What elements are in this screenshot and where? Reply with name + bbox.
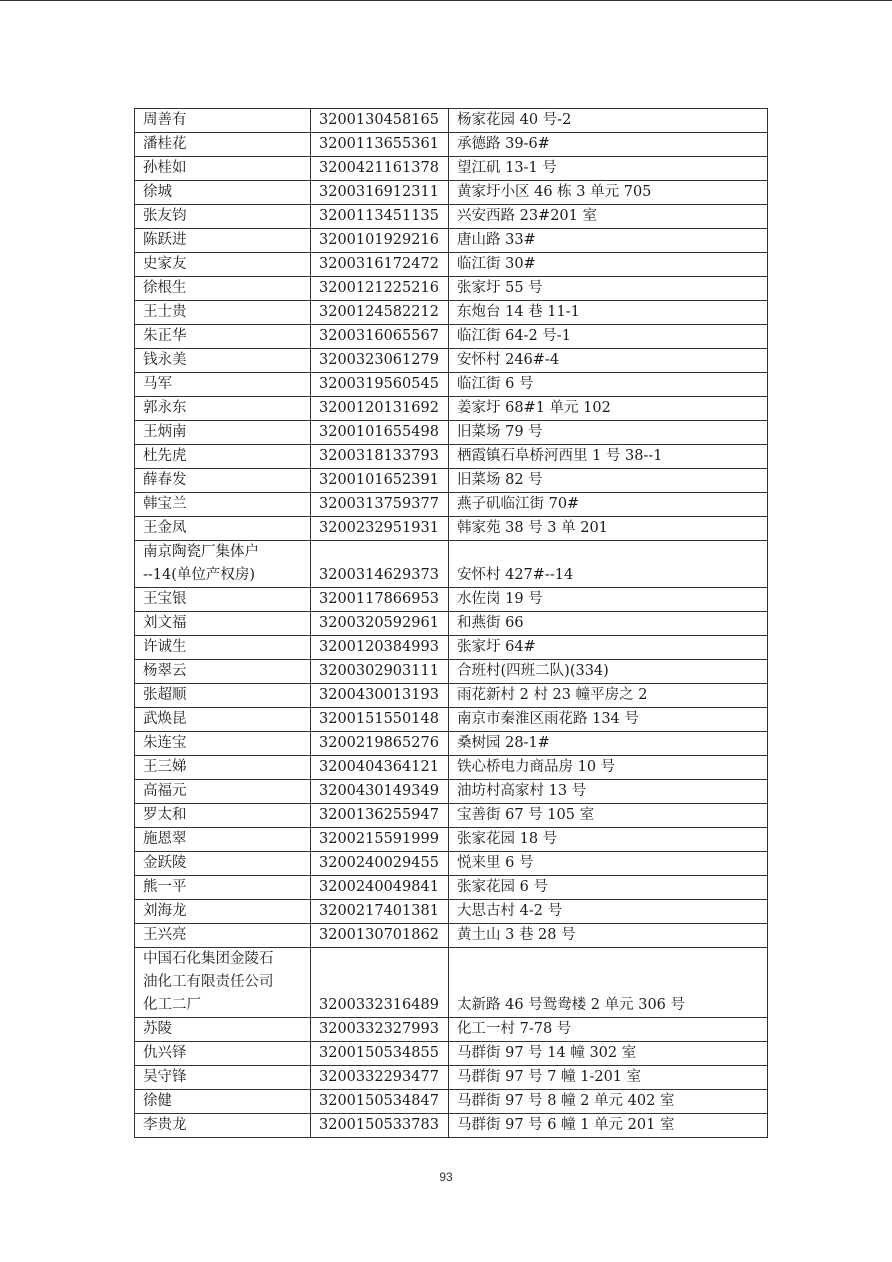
- id-number-cell: 3200316172472: [311, 253, 449, 277]
- table-row: [135, 588, 768, 612]
- table-row: [135, 253, 768, 277]
- address-cell: 和燕街 66: [449, 612, 768, 636]
- id-number-cell: 3200318133793: [311, 445, 449, 469]
- table-row: [135, 828, 768, 852]
- table-row: [135, 1090, 768, 1114]
- id-number-cell: 3200113655361: [311, 133, 449, 157]
- name-cell: 陈跃进: [135, 229, 311, 253]
- id-number-cell: 3200150534847: [311, 1090, 449, 1114]
- name-cell: 中国石化集团金陵石 油化工有限责任公司 化工二厂: [135, 948, 311, 1018]
- address-cell: 张家圩 55 号: [449, 277, 768, 301]
- name-cell: 徐健: [135, 1090, 311, 1114]
- name-cell: 刘文福: [135, 612, 311, 636]
- name-cell: 马军: [135, 373, 311, 397]
- table-row: [135, 756, 768, 780]
- address-cell: 太新路 46 号鸳鸯楼 2 单元 306 号: [449, 948, 768, 1018]
- address-cell: 兴安西路 23#201 室: [449, 205, 768, 229]
- address-cell: 合班村(四班二队)(334): [449, 660, 768, 684]
- name-cell: 王宝银: [135, 588, 311, 612]
- address-cell: 黄土山 3 巷 28 号: [449, 924, 768, 948]
- name-cell: 韩宝兰: [135, 493, 311, 517]
- id-number-cell: 3200219865276: [311, 732, 449, 756]
- name-cell: 潘桂花: [135, 133, 311, 157]
- table-row: [135, 612, 768, 636]
- address-cell: 悦来里 6 号: [449, 852, 768, 876]
- table-row: [135, 948, 768, 1018]
- id-number-cell: 3200313759377: [311, 493, 449, 517]
- name-cell: 杨翠云: [135, 660, 311, 684]
- address-cell: 临江街 30#: [449, 253, 768, 277]
- name-cell: 杜先虎: [135, 445, 311, 469]
- table-row: [135, 1114, 768, 1138]
- table-row: [135, 229, 768, 253]
- address-cell: 旧菜场 82 号: [449, 469, 768, 493]
- table-row: [135, 397, 768, 421]
- id-number-cell: 3200332293477: [311, 1066, 449, 1090]
- address-cell: 韩家苑 38 号 3 单 201: [449, 517, 768, 541]
- address-cell: 水佐岗 19 号: [449, 588, 768, 612]
- address-cell: 张家圩 64#: [449, 636, 768, 660]
- id-number-cell: 3200430149349: [311, 780, 449, 804]
- page-number: 93: [439, 1170, 453, 1184]
- address-cell: 张家花园 18 号: [449, 828, 768, 852]
- table-row: [135, 205, 768, 229]
- table-row: [135, 924, 768, 948]
- table-row: [135, 780, 768, 804]
- id-number-cell: 3200232951931: [311, 517, 449, 541]
- id-number-cell: 3200316065567: [311, 325, 449, 349]
- table-row: [135, 804, 768, 828]
- top-border-line: [0, 0, 892, 1]
- table-row: [135, 541, 768, 588]
- table-row: [135, 852, 768, 876]
- id-number-cell: 3200150534855: [311, 1042, 449, 1066]
- table-row: [135, 301, 768, 325]
- table-row: [135, 1018, 768, 1042]
- name-cell: 史家友: [135, 253, 311, 277]
- id-number-cell: 3200316912311: [311, 181, 449, 205]
- table-row: [135, 349, 768, 373]
- name-cell: 南京陶瓷厂集体户 --14(单位产权房): [135, 541, 311, 588]
- id-number-cell: 3200217401381: [311, 900, 449, 924]
- id-number-cell: 3200302903111: [311, 660, 449, 684]
- table-row: [135, 684, 768, 708]
- name-cell: 王士贵: [135, 301, 311, 325]
- id-number-cell: 3200124582212: [311, 301, 449, 325]
- address-cell: 桑树园 28-1#: [449, 732, 768, 756]
- name-cell: 王炳南: [135, 421, 311, 445]
- address-cell: 燕子矶临江街 70#: [449, 493, 768, 517]
- address-cell: 姜家圩 68#1 单元 102: [449, 397, 768, 421]
- name-cell: 金跃陵: [135, 852, 311, 876]
- table-row: [135, 181, 768, 205]
- records-table: [134, 108, 768, 1138]
- id-number-cell: 3200332316489: [311, 948, 449, 1018]
- table-row: [135, 900, 768, 924]
- id-number-cell: 3200320592961: [311, 612, 449, 636]
- address-cell: 油坊村高家村 13 号: [449, 780, 768, 804]
- address-cell: 化工一村 7-78 号: [449, 1018, 768, 1042]
- address-cell: 临江街 64-2 号-1: [449, 325, 768, 349]
- id-number-cell: 3200113451135: [311, 205, 449, 229]
- name-cell: 吴守锋: [135, 1066, 311, 1090]
- records-table-body: [135, 109, 768, 1138]
- id-number-cell: 3200430013193: [311, 684, 449, 708]
- address-cell: 杨家花园 40 号-2: [449, 109, 768, 133]
- id-number-cell: 3200117866953: [311, 588, 449, 612]
- name-cell: 施恩翠: [135, 828, 311, 852]
- id-number-cell: 3200136255947: [311, 804, 449, 828]
- name-cell: 许诚生: [135, 636, 311, 660]
- address-cell: 临江街 6 号: [449, 373, 768, 397]
- address-cell: 安怀村 427#--14: [449, 541, 768, 588]
- name-cell: 薛春发: [135, 469, 311, 493]
- address-cell: 马群街 97 号 6 幢 1 单元 201 室: [449, 1114, 768, 1138]
- table-row: [135, 876, 768, 900]
- id-number-cell: 3200314629373: [311, 541, 449, 588]
- name-cell: 熊一平: [135, 876, 311, 900]
- name-cell: 王三娣: [135, 756, 311, 780]
- address-cell: 东炮台 14 巷 11-1: [449, 301, 768, 325]
- table-row: [135, 1066, 768, 1090]
- name-cell: 张超顺: [135, 684, 311, 708]
- id-number-cell: 3200319560545: [311, 373, 449, 397]
- table-row: [135, 373, 768, 397]
- name-cell: 朱连宝: [135, 732, 311, 756]
- name-cell: 徐城: [135, 181, 311, 205]
- address-cell: 唐山路 33#: [449, 229, 768, 253]
- table-row: [135, 1042, 768, 1066]
- table-row: [135, 157, 768, 181]
- table-row: [135, 109, 768, 133]
- table-row: [135, 636, 768, 660]
- name-cell: 张友钧: [135, 205, 311, 229]
- address-cell: 安怀村 246#-4: [449, 349, 768, 373]
- id-number-cell: 3200240029455: [311, 852, 449, 876]
- table-row: [135, 732, 768, 756]
- name-cell: 王金凤: [135, 517, 311, 541]
- table-row: [135, 277, 768, 301]
- address-cell: 旧菜场 79 号: [449, 421, 768, 445]
- id-number-cell: 3200121225216: [311, 277, 449, 301]
- address-cell: 黄家圩小区 46 栋 3 单元 705: [449, 181, 768, 205]
- id-number-cell: 3200130458165: [311, 109, 449, 133]
- address-cell: 宝善街 67 号 105 室: [449, 804, 768, 828]
- address-cell: 栖霞镇石阜桥河西里 1 号 38--1: [449, 445, 768, 469]
- address-cell: 马群街 97 号 8 幢 2 单元 402 室: [449, 1090, 768, 1114]
- name-cell: 李贵龙: [135, 1114, 311, 1138]
- address-cell: 马群街 97 号 14 幢 302 室: [449, 1042, 768, 1066]
- table-row: [135, 421, 768, 445]
- address-cell: 张家花园 6 号: [449, 876, 768, 900]
- id-number-cell: 3200421161378: [311, 157, 449, 181]
- id-number-cell: 3200130701862: [311, 924, 449, 948]
- address-cell: 望江矶 13-1 号: [449, 157, 768, 181]
- address-cell: 雨花新村 2 村 23 幢平房之 2: [449, 684, 768, 708]
- id-number-cell: 3200101655498: [311, 421, 449, 445]
- name-cell: 郭永东: [135, 397, 311, 421]
- address-cell: 承德路 39-6#: [449, 133, 768, 157]
- address-cell: 南京市秦淮区雨花路 134 号: [449, 708, 768, 732]
- table-row: [135, 469, 768, 493]
- name-cell: 武焕昆: [135, 708, 311, 732]
- id-number-cell: 3200120384993: [311, 636, 449, 660]
- id-number-cell: 3200332327993: [311, 1018, 449, 1042]
- name-cell: 仇兴铎: [135, 1042, 311, 1066]
- id-number-cell: 3200120131692: [311, 397, 449, 421]
- id-number-cell: 3200150533783: [311, 1114, 449, 1138]
- id-number-cell: 3200240049841: [311, 876, 449, 900]
- id-number-cell: 3200404364121: [311, 756, 449, 780]
- name-cell: 周善有: [135, 109, 311, 133]
- id-number-cell: 3200101652391: [311, 469, 449, 493]
- name-cell: 王兴亮: [135, 924, 311, 948]
- address-cell: 大思古村 4-2 号: [449, 900, 768, 924]
- table-row: [135, 445, 768, 469]
- id-number-cell: 3200215591999: [311, 828, 449, 852]
- table-row: [135, 493, 768, 517]
- id-number-cell: 3200151550148: [311, 708, 449, 732]
- address-cell: 马群街 97 号 7 幢 1-201 室: [449, 1066, 768, 1090]
- id-number-cell: 3200101929216: [311, 229, 449, 253]
- name-cell: 苏陵: [135, 1018, 311, 1042]
- name-cell: 徐根生: [135, 277, 311, 301]
- name-cell: 朱正华: [135, 325, 311, 349]
- table-row: [135, 517, 768, 541]
- table-row: [135, 708, 768, 732]
- table-row: [135, 133, 768, 157]
- name-cell: 孙桂如: [135, 157, 311, 181]
- name-cell: 刘海龙: [135, 900, 311, 924]
- name-cell: 高福元: [135, 780, 311, 804]
- id-number-cell: 3200323061279: [311, 349, 449, 373]
- name-cell: 罗太和: [135, 804, 311, 828]
- table-row: [135, 660, 768, 684]
- address-cell: 铁心桥电力商品房 10 号: [449, 756, 768, 780]
- table-row: [135, 325, 768, 349]
- name-cell: 钱永美: [135, 349, 311, 373]
